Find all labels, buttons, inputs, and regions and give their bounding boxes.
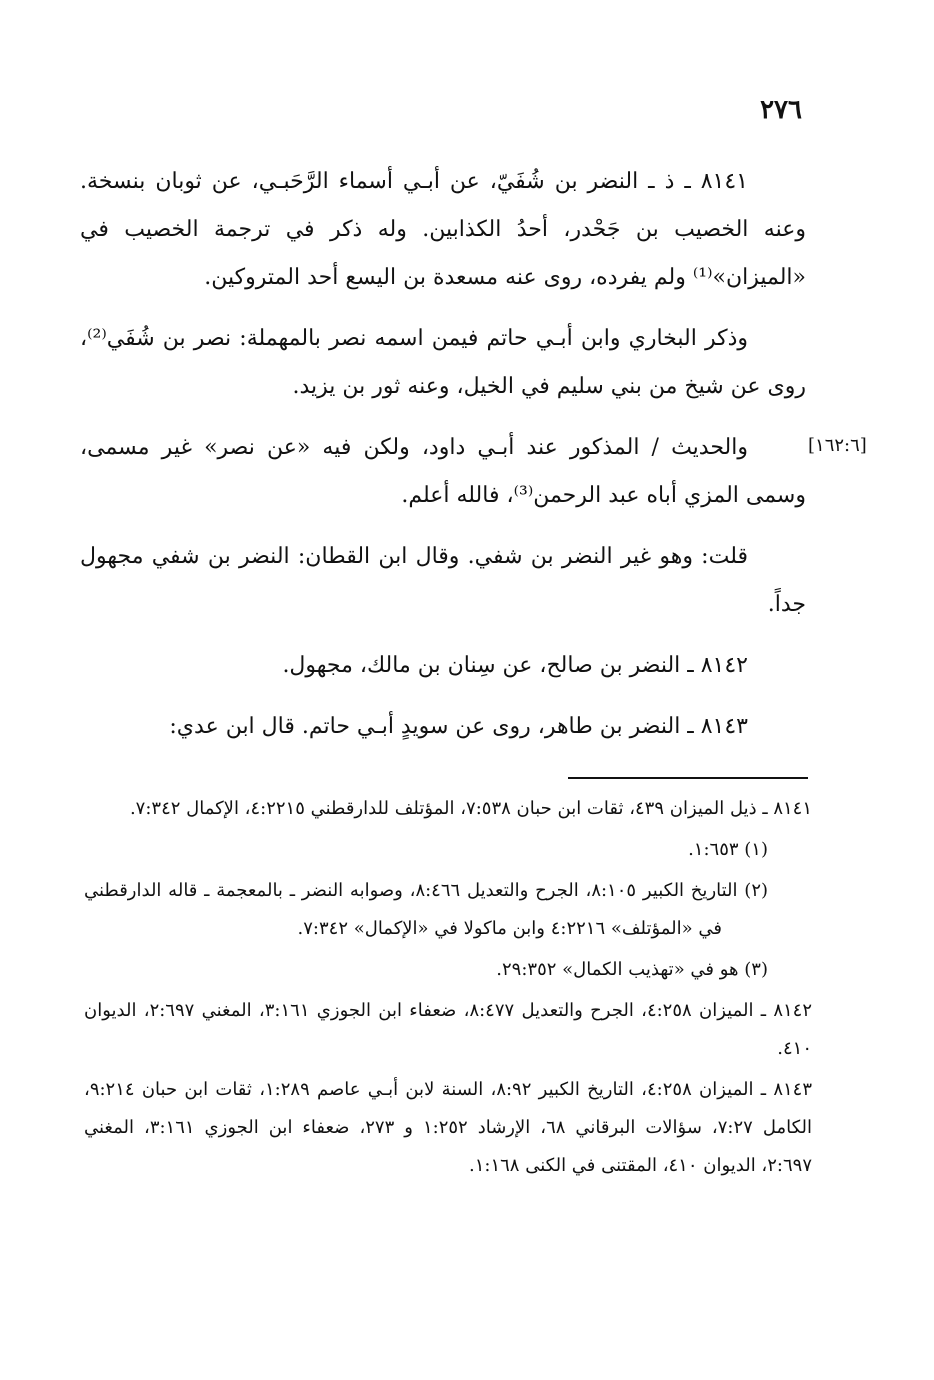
footnote-3: (٣) هو في «تهذيب الكمال» ٢٩:٣٥٢. [496,959,768,980]
page-number: ٢٧٦ [760,95,802,125]
entry-8142: ٨١٤٢ ـ النضر بن صالح، عن سِنان بن مالك، مجهول. [282,653,748,678]
footnote-1: (١) ١:٦٥٣. [688,839,768,860]
footnote-entry-8143: ٨١٤٣ ـ الميزان ٤:٢٥٨، التاريخ الكبير ٨:٩٢، السنة لابن أبـي عاصم ١:٢٨٩، ثقات ابن حبان ٩:٢١٤، الكامل ٧:٢٧، سؤالات البرقاني ٦٨، الإرشاد ١:٢٥٢ و ٢٧٣، ضعفاء ابن الجوزي ٣:١٦١، المغني ٢:٦٩٧، الديوان ٤١٠، المقتنى في الكنى ١:١٦٨. [84,1079,813,1176]
paragraph-qultu: قلت: وهو غير النضر بن شفي. وقال ابن القطان: النضر بن شفي مجهول جداً. [80,544,806,617]
footnote-divider [568,777,808,779]
footnote-entry-8142: ٨١٤٢ ـ الميزان ٤:٢٥٨، الجرح والتعديل ٨:٤٧٧، ضعفاء ابن الجوزي ٣:١٦١، المغني ٢:٦٩٧، الديوان ٤١٠. [84,1000,813,1059]
paragraph-hadith: والحديث / المذكور عند أبـي داود، ولكن فيه «عن نصر» غير مسمى، وسمى المزي أباه عبد الرحمن⁽³⁾، فالله أعلم. [80,435,806,508]
entry-8143: ٨١٤٣ ـ النضر بن طاهر، روى عن سويدٍ أبـي حاتم. قال ابن عدي: [169,714,748,739]
footnotes [84,790,812,1188]
footnote-entry-8141: ٨١٤١ ـ ذيل الميزان ٤٣٩، ثقات ابن حبان ٧:٥٣٨، المؤتلف للدارقطني ٤:٢٢١٥، الإكمال ٧:٣٤٢. [129,798,812,819]
footnote-2: (٢) التاريخ الكبير ٨:١٠٥، الجرح والتعديل ٨:٤٦٦، وصوابه النضر ـ بالمعجمة ـ قاله الدارقطني في «المؤتلف» ٤:٢٢١٦ وابن ماكولا في «الإكمال» ٧:٣٤٢. [84,880,769,939]
margin-reference: [١٦٢:٦] [808,435,867,456]
paragraph-bukhari: وذكر البخاري وابن أبـي حاتم فيمن اسمه نصر بالمهملة: نصر بن شُفَي⁽²⁾، روى عن شيخ من بني سليم في الخيل، وعنه ثور بن يزيد. [80,326,806,399]
entry-8141: ٨١٤١ ـ ذ ـ النضر بن شُفَيّ، عن أبـي أسماء الرَّحَبـي، عن ثوبان بنسخة. وعنه الخصيب بن جَحْدر، أحدُ الكذابين. وله ذكر في ترجمة الخصيب في «الميزان»⁽¹⁾ ولم يفرده، روى عنه مسعدة بن اليسع أحد المتروكين. [80,169,806,290]
main-text [80,158,806,764]
